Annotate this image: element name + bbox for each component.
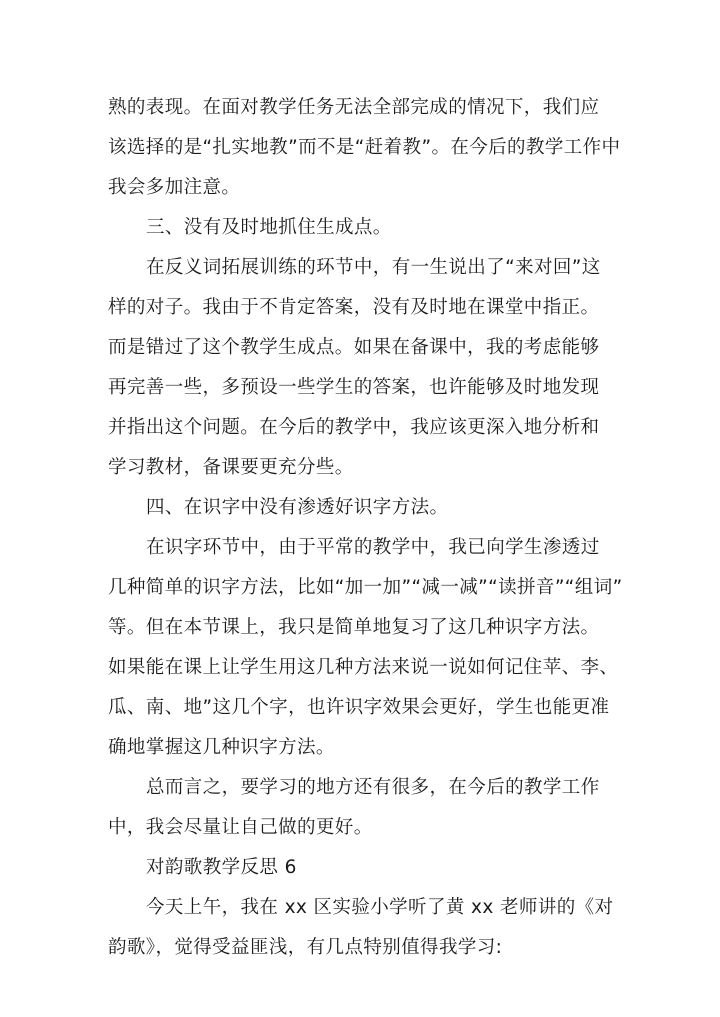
- text-line-22: 韵歌》，觉得受益匪浅，有几点特别值得我学习:: [108, 937, 503, 958]
- text-line-5: 在反义词拓展训练的环节中，有一生说出了“来对回”这: [146, 257, 601, 278]
- document-body: [108, 88, 623, 968]
- text-line-18: 总而言之，要学习的地方还有很多，在今后的教学工作: [146, 777, 600, 798]
- text-line-15: 如果能在课上让学生用这几种方法来说一说如何记住苹、李、: [108, 657, 619, 678]
- text-line-7: 而是错过了这个教学生成点。如果在备课中，我的考虑能够: [108, 337, 600, 358]
- text-line-16: 瓜、南、地”这几个字，也许识字效果会更好，学生也能更准: [108, 697, 610, 718]
- text-line-21: 今天上午，我在 xx 区实验小学听了黄 xx 老师讲的《对: [146, 897, 614, 918]
- text-line-8: 再完善一些，多预设一些学生的答案，也许能够及时地发现: [108, 377, 600, 398]
- text-line-13: 几种简单的识字方法，比如“加一加”“减一减”“读拼音”“组词”: [108, 577, 623, 598]
- section-heading-4: 四、在识字中没有渗透好识字方法。: [146, 497, 449, 518]
- text-line-6: 样的对子。我由于不肯定答案，没有及时地在课堂中指正。: [108, 297, 600, 318]
- text-line-14: 等。但在本节课上，我只是简单地复习了这几种识字方法。: [108, 617, 600, 638]
- text-line-19: 中，我会尽量让自己做的更好。: [108, 817, 373, 838]
- article-title: 对韵歌教学反思 6: [146, 857, 297, 878]
- text-line-17: 确地掌握这几种识字方法。: [108, 737, 335, 758]
- text-line-1: 熟的表现。在面对教学任务无法全部完成的情况下，我们应: [108, 97, 600, 118]
- text-line-12: 在识字环节中，由于平常的教学中，我已向学生渗透过: [146, 537, 600, 558]
- text-line-9: 并指出这个问题。在今后的教学中，我应该更深入地分析和: [108, 417, 600, 438]
- text-line-3: 我会多加注意。: [108, 177, 241, 198]
- text-line-2: 该选择的是“扎实地教”而不是“赶着教”。在今后的教学工作中: [108, 137, 621, 158]
- section-heading-3: 三、没有及时地抓住生成点。: [146, 217, 392, 238]
- text-line-10: 学习教材，备课要更充分些。: [108, 457, 354, 478]
